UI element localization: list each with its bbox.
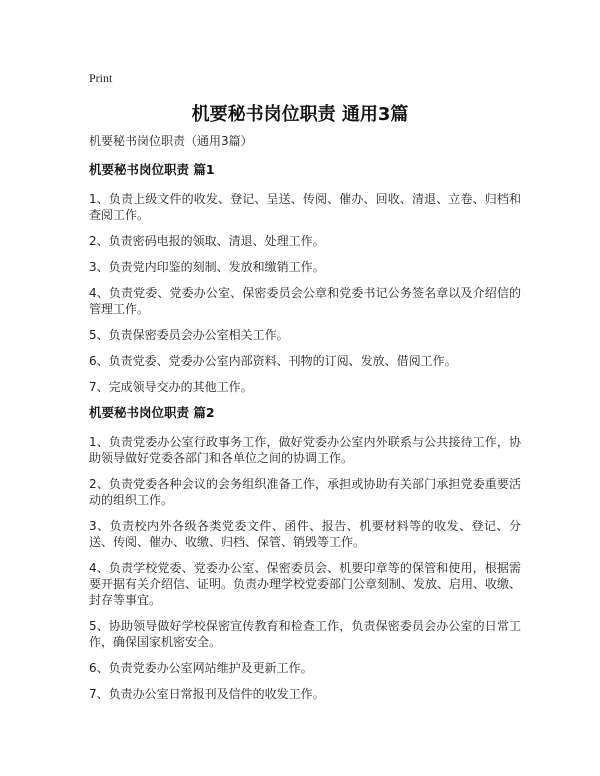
list-item: 3、负责党内印鉴的刻制、发放和缴销工作。 <box>89 260 325 274</box>
list-item: 5、协助领导做好学校保密宣传教育和检查工作，负责保密委员会办公室的日常工作，确保国家机密安全。 <box>89 619 521 649</box>
list-item: 1、负责党委办公室行政事务工作，做好党委办公室内外联系与公共接待工作，协助领导做好党委各部门和各单位之间的协调工作。 <box>89 435 521 465</box>
list-item: 4、负责党委、党委办公室、保密委员会公章和党委书记公务签名章以及介绍信的管理工作。 <box>89 286 521 316</box>
list-item: 6、负责党委办公室网站维护及更新工作。 <box>89 661 313 675</box>
list-item: 4、负责学校党委、党委办公室、保密委员会、机要印章等的保管和使用，根据需要开据有关介绍信、证明。负责办理学校党委部门公章刻制、发放、启用、收缴、封存等事宜。 <box>89 561 522 607</box>
section-list <box>89 434 521 702</box>
list-item: 2、负责密码电报的领取、清退、处理工作。 <box>89 234 325 248</box>
list-item: 1、负责上级文件的收发、登记、呈送、传阅、催办、回收、清退、立卷、归档和查阅工作。 <box>89 192 521 222</box>
document-body <box>89 162 521 712</box>
list-item: 7、负责办公室日常报刊及信件的收发工作。 <box>89 687 325 701</box>
section-list <box>89 191 521 395</box>
section-heading: 机要秘书岗位职责 篇2 <box>89 405 215 420</box>
list-item: 5、负责保密委员会办公室相关工作。 <box>89 328 289 342</box>
list-item: 2、负责党委各种会议的会务组织准备工作，承担或协助有关部门承担党委重要活动的组织工作。 <box>89 477 521 507</box>
section-heading: 机要秘书岗位职责 篇1 <box>89 162 215 177</box>
section-2 <box>89 405 521 702</box>
list-item: 3、负责校内外各级各类党委文件、函件、报告、机要材料等的收发、登记、分送、传阅、催办、收缴、归档、保管、销毁等工作。 <box>89 519 521 549</box>
list-item: 7、完成领导交办的其他工作。 <box>89 380 253 394</box>
print-label[interactable]: Print <box>89 71 113 85</box>
document-subtitle: 机要秘书岗位职责（通用3篇） <box>89 134 253 148</box>
page-title: 机要秘书岗位职责 通用3篇 <box>191 104 409 125</box>
section-1 <box>89 162 521 395</box>
list-item: 6、负责党委、党委办公室内部资料、刊物的订阅、发放、借阅工作。 <box>89 354 457 368</box>
